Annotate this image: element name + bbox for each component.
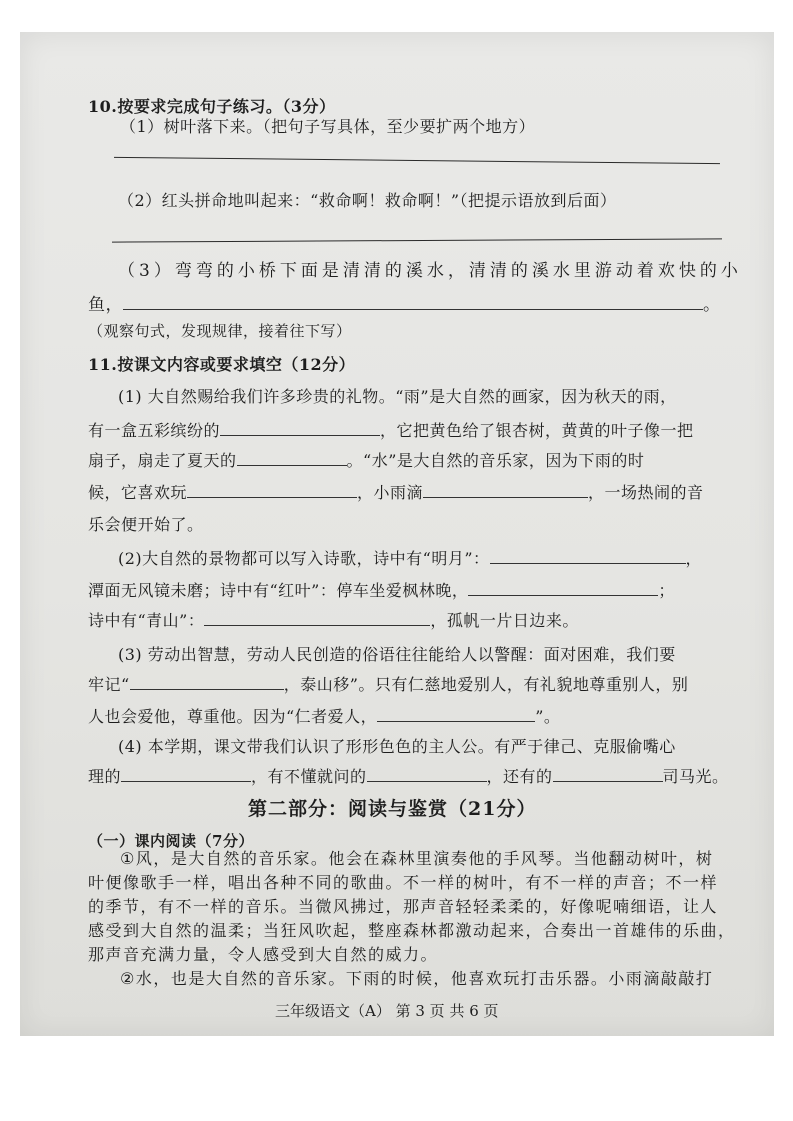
- text-span: 司马光。: [662, 767, 729, 786]
- text-span: ，小雨滴: [357, 483, 424, 502]
- text-span: (2)大自然的景物都可以写入诗歌，诗中有“明月”：: [118, 549, 490, 568]
- text-span: ”。: [535, 707, 561, 726]
- q11-p1-line1: (1) 大自然赐给我们许多珍贵的礼物。“雨”是大自然的画家，因为秋天的雨，: [118, 387, 677, 406]
- q11-p3-line3: [88, 704, 560, 727]
- answer-blank[interactable]: [490, 549, 686, 564]
- q10-item3-note: （观察句式，发现规律，接着往下写）: [88, 322, 352, 340]
- answer-blank[interactable]: [553, 767, 663, 782]
- q10-item3-line1: （3）弯弯的小桥下面是清清的溪水，清清的溪水里游动着欢快的小: [118, 261, 742, 281]
- q11-p1-line3: [88, 448, 644, 471]
- q11-p1-line2: [88, 418, 694, 441]
- q10-item2: （2）红头拼命地叫起来：“救命啊！救命啊！”（把提示语放到后面）: [118, 191, 617, 210]
- text-span: ；: [658, 581, 675, 600]
- q11-title: 11.按课文内容或要求填空（12分）: [88, 355, 356, 374]
- q10-item1: （1）树叶落下来。（把句子写具体，至少要扩两个地方）: [120, 117, 536, 136]
- text-span: 牢记“: [88, 675, 130, 694]
- q10-item3-start: 鱼，: [88, 295, 123, 315]
- text-span: 人也会爱他，尊重他。因为“仁者爱人，: [88, 707, 378, 726]
- text-span: 。“水”是大自然的音乐家，因为下雨的时: [346, 451, 645, 470]
- reading-line: 那声音充满力量，令人感受到大自然的威力。: [88, 945, 439, 964]
- q10-item3-line2: [88, 290, 721, 315]
- reading-line: 叶便像歌手一样，唱出各种不同的歌曲。不一样的树叶，有不一样的声音；不一样: [88, 873, 719, 892]
- text-span: ，: [685, 549, 703, 568]
- text-span: ，它把黄色给了银杏树，黄黄的叶子像一把: [380, 421, 694, 440]
- text-span: 有一盒五彩缤纷的: [88, 421, 221, 440]
- q11-p2-line2: [88, 578, 675, 601]
- q11-p3-line2: [88, 672, 688, 695]
- answer-blank[interactable]: [237, 451, 347, 466]
- text-span: 候，它喜欢玩: [88, 483, 188, 502]
- text-span: 理的: [88, 767, 122, 786]
- answer-blank[interactable]: [367, 767, 487, 782]
- text-span: ，一场热闹的音: [588, 483, 704, 502]
- q11-p3-line1: (3) 劳动出智慧，劳动人民创造的俗语往往能给人以警醒：面对困难，我们要: [118, 645, 676, 664]
- text-span: 潭面无风镜未磨；诗中有“红叶”：停车坐爱枫林晚，: [88, 581, 469, 600]
- answer-blank[interactable]: [187, 483, 357, 498]
- text-span: 诗中有“青山”：: [88, 611, 205, 630]
- part2-subheading: （一）课内阅读（7分）: [88, 832, 254, 850]
- q11-p4-line2: [88, 764, 729, 787]
- q10-item3-end: 。: [703, 295, 721, 315]
- q10-title: 10.按要求完成句子练习。（3分）: [88, 97, 336, 116]
- text-span: ，有不懂就问的: [251, 767, 367, 786]
- answer-blank[interactable]: [423, 483, 588, 498]
- reading-line: 感受到大自然的温柔；当狂风吹起，整座森林都激动起来，合奏出一首雄伟的乐曲，: [88, 921, 736, 940]
- q11-p1-line4: [88, 480, 704, 503]
- page-footer: 三年级语文（A） 第 3 页 共 6 页: [275, 1002, 499, 1020]
- part2-heading: 第二部分：阅读与鉴赏（21分）: [248, 798, 537, 820]
- q11-p2-line1: [118, 546, 702, 569]
- answer-blank[interactable]: [123, 295, 703, 310]
- reading-line: ①风，是大自然的音乐家。他会在森林里演奏他的手风琴。当他翻动树叶，树: [120, 849, 714, 868]
- answer-blank[interactable]: [220, 421, 380, 436]
- answer-blank[interactable]: [130, 675, 284, 690]
- text-span: ，泰山移”。只有仁慈地爱别人，有礼貌地尊重别人，别: [283, 675, 689, 694]
- q11-p2-line3: [88, 608, 579, 631]
- reading-line: ②水，也是大自然的音乐家。下雨的时候，他喜欢玩打击乐器。小雨滴敲敲打: [120, 969, 714, 988]
- answer-blank[interactable]: [377, 707, 535, 722]
- text-span: 扇子，扇走了夏天的: [88, 451, 237, 470]
- q11-p4-line1: (4) 本学期，课文带我们认识了形形色色的主人公。有严于律己、克服偷嘴心: [118, 737, 676, 756]
- answer-blank[interactable]: [204, 611, 430, 626]
- answer-blank[interactable]: [468, 581, 658, 596]
- reading-line: 的季节，有不一样的音乐。当微风拂过，那声音轻轻柔柔的，好像呢喃细语，让人: [88, 897, 719, 916]
- answer-blank[interactable]: [121, 767, 251, 782]
- text-span: ，还有的: [486, 767, 553, 786]
- text-span: ，孤帆一片日边来。: [430, 611, 579, 630]
- q11-p1-line5: 乐会便开始了。: [88, 515, 204, 534]
